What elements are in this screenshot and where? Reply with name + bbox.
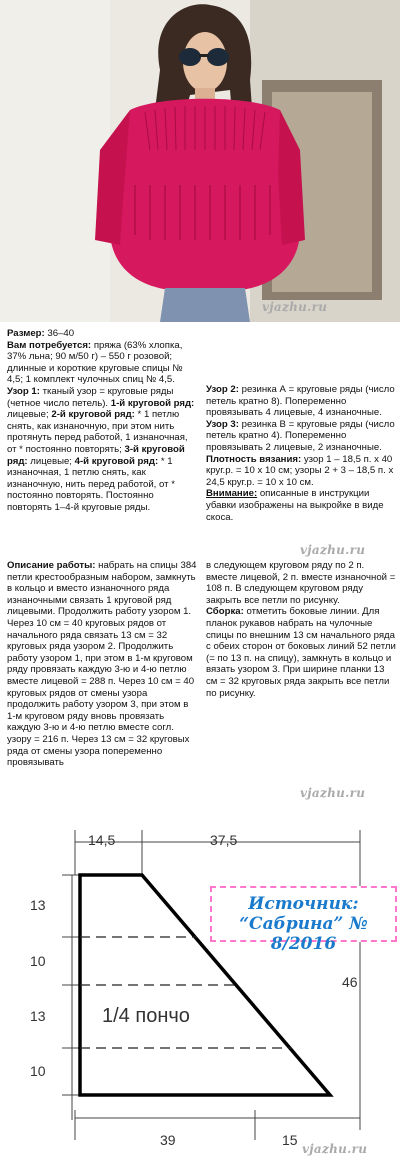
bottom-watermark: vjazhu.ru [302, 1142, 368, 1156]
source-line-1: Источник: [248, 894, 359, 914]
model-photo [0, 0, 400, 322]
pattern-1-row-3-text: лицевые; [30, 455, 72, 467]
pattern-1-row-1-text: лицевые; [7, 409, 49, 421]
scheme-top-right-dimension: 37,5 [210, 832, 238, 848]
attention-title: Внимание: [206, 488, 258, 500]
density-title: Плотность вязания: [206, 453, 302, 465]
pattern-2-text: резинка А = круговые ряды (число петель кратно 8). Попеременно провязывать 4 лицевые, 4 изнаночные. [206, 384, 395, 419]
materials-label: Вам потребуется: [7, 339, 92, 351]
scheme-drawing [0, 800, 400, 1162]
scheme-right-dimension: 46 [342, 974, 358, 990]
materials-text: пряжа (63% хлопка, 37% льна; 90 м/50 г) – 550 г розовой; длинные и короткие круговые спицы № 4,5; 1 комплект чулочных спиц № 4,5. [7, 339, 183, 386]
attention-text: описанные в инструкции убавки изображены на выкройке в виде скоса. [206, 488, 384, 523]
pattern-1-text: тканый узор = круговые ряды (четное число петель). [7, 385, 174, 409]
info-right-column [206, 384, 396, 523]
pattern-1-row-2-label: 2-й круговой ряд: [51, 409, 135, 421]
pattern-1-row-4-text: * 1 изнаночная, 1 петлю снять, как изнаночную, нить перед работой, от * постоянно повторять. Постоянно повторять 1–4-й круговые ряды. [7, 455, 175, 513]
pattern-1-row-1-label: 1-й круговой ряд: [110, 397, 195, 409]
assembly-text: отметить боковые линии. Для планок рукавов набрать на чулочные спицы по внешним 13 см начального ряда с обеих сторон от боковых линий 52 петли (= по 13 п. на спицу), замкнуть в кольцо и вязать узором 3. При ширине планки 13 см = 32 круговых ряда закрыть все петли по рисунку. [206, 606, 396, 699]
scheme-left-dimension-2: 10 [30, 953, 46, 969]
lower-watermark: vjazhu.ru [300, 786, 366, 800]
description-text: набрать на спицы 384 петли крестообразным набором, замкнуть в кольцо и вместо изнаночного ряда изнаночными связать 1 круговой ряд лицевыми. Продолжить работу узором 1. Через 10 см = 40 круговых рядов от начального ряда связать 13 см = 32 круговых ряда узором 2. Продолжить работу узором 1, при этом в 1-м круговом ряду провязать каждую 3-ю и 4-ю петлю вместе лицевой = 288 п. Через 10 см = 40 круговых рядов от смены узора продолжить работу узором 3, при этом в 1-м круговом ряду вновь провязать каждую 3-ю и 4-ю петлю вместе согл. узору = 216 п. Через 13 см = 32 круговых ряда от смены узора попеременно провязывать [7, 560, 197, 769]
scheme-left-dimension-4: 10 [30, 1063, 46, 1079]
source-box [210, 886, 397, 954]
photo-illustration [0, 0, 400, 322]
description-title: Описание работы: [7, 560, 96, 571]
pattern-1-title: Узор 1: [7, 385, 40, 397]
pattern-scheme [0, 800, 400, 1162]
size-label: Размер: [7, 328, 45, 339]
density-text: узор 1 – 18,5 п. х 40 круг.р. = 10 х 10 см; узоры 2 + 3 – 18,5 п. х 24,5 круг.р. = 10 х 10 см. [206, 453, 394, 488]
scheme-left-dimension-1: 13 [30, 897, 46, 913]
scheme-bottom-right-dimension: 15 [282, 1132, 298, 1148]
pattern-1-row-4-label: 4-й круговой ряд: [74, 455, 159, 467]
source-line-2: “Сабрина” № 8/2016 [239, 914, 368, 954]
size-value: 36–40 [47, 328, 75, 339]
scheme-bottom-left-dimension: 39 [160, 1132, 176, 1148]
info-left-column [7, 328, 197, 514]
scheme-top-left-dimension: 14,5 [88, 832, 116, 848]
description-left-column [7, 560, 197, 769]
photo-watermark: vjazhu.ru [262, 300, 328, 314]
description-continued-text: в следующем круговом ряду по 2 п. вместе лицевой, 2 п. вместе изнаночной = 108 п. В следующем круговом ряду закрыть все петли по рисунку. [206, 560, 396, 606]
scheme-left-dimension-3: 13 [30, 1008, 46, 1024]
scheme-label: 1/4 пончо [102, 1005, 190, 1027]
assembly-title: Сборка: [206, 606, 244, 618]
mid-watermark: vjazhu.ru [300, 543, 366, 557]
pattern-2-title: Узор 2: [206, 384, 239, 395]
pattern-1-row-3-label: 3-й круговой ряд: [7, 443, 185, 467]
pattern-3-title: Узор 3: [206, 418, 239, 430]
pattern-1-row-2-text: * 1 петлю снять, как изнаночную, при этом нить протянуть перед работой, 1 изнаночная, от * постоянно повторять; [7, 409, 188, 455]
pattern-3-text: резинка В = круговые ряды (число петель кратно 4). Попеременно провязывать 2 лицевые, 2 изнаночные. [206, 418, 395, 453]
description-right-column [206, 560, 396, 699]
